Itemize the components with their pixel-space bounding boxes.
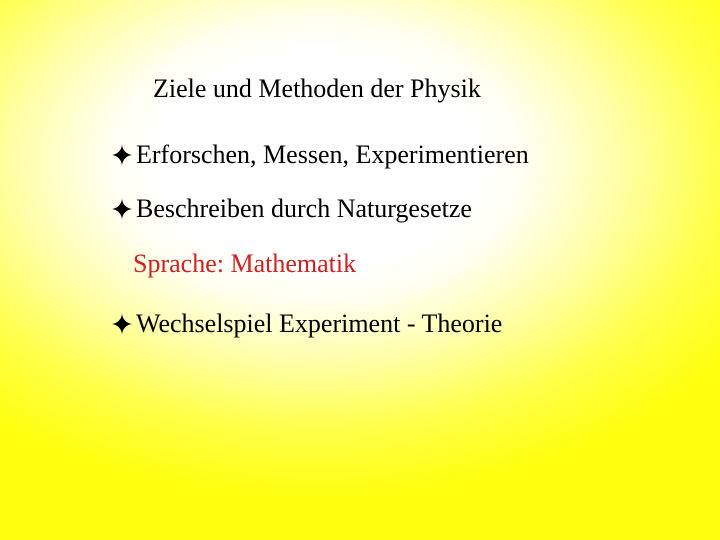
diamond-bullet-icon <box>110 197 134 221</box>
bullet-text: Wechselspiel Experiment - Theorie <box>136 309 503 338</box>
bullet-text: Erforschen, Messen, Experimentieren <box>136 140 529 169</box>
diamond-bullet-icon <box>110 312 134 336</box>
slide-title: Ziele und Methoden der Physik <box>153 74 481 103</box>
bullet-item <box>110 138 529 172</box>
sub-point: Sprache: Mathematik <box>133 249 357 278</box>
bullet-item <box>110 307 502 341</box>
bullet-item <box>110 192 472 226</box>
diamond-bullet-icon <box>110 143 134 167</box>
bullet-text: Beschreiben durch Naturgesetze <box>136 194 472 223</box>
